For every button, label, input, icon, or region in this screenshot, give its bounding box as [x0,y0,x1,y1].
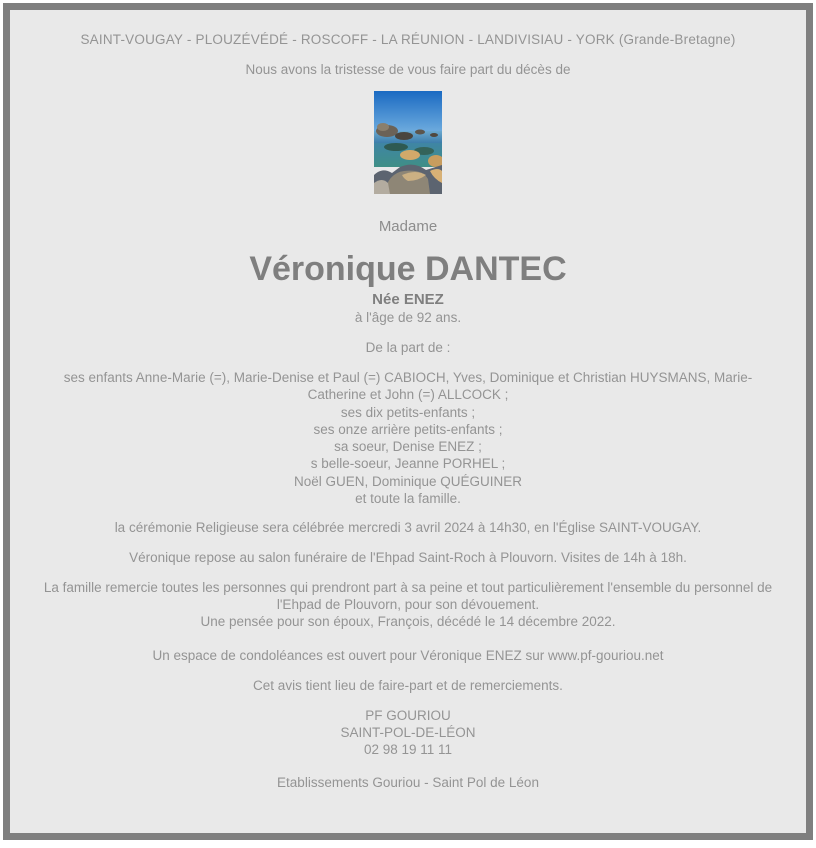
family-line: ses enfants Anne-Marie (=), Marie-Denise et Paul (=) CABIOCH, Yves, Dominique et Christian HUYSMANS, Marie-Catherine et John (=) ALLCOCK ; [63,370,753,403]
obituary-notice-panel [3,3,813,840]
funeral-home-city: SAINT-POL-DE-LÉON [340,725,476,741]
repose-line: Véronique repose au salon funéraire de l'Ehpad Saint-Roch à Plouvorn. Visites de 14h à 18h. [129,550,687,566]
intro-text: Nous avons la tristesse de vous faire part du décès de [245,62,571,77]
salutation: Madame [378,218,438,235]
condolences-line: Un espace de condoléances est ouvert pour Véronique ENEZ sur www.pf-gouriou.net [152,648,664,664]
age-line: à l'âge de 92 ans. [354,310,462,325]
thanks-paragraph [38,579,778,630]
family-line: s belle-soeur, Jeanne PORHEL ; [310,456,506,472]
family-list [38,369,778,507]
family-line: et toute la famille. [355,491,461,507]
funeral-home-name: PF GOURIOU [365,708,451,724]
family-line: ses onze arrière petits-enfants ; [313,421,503,437]
coastal-photo [374,91,442,194]
ceremony-line: la cérémonie Religieuse sera célébrée mercredi 3 avril 2024 à 14h30, en l'Église SAINT-VOUGAY. [114,520,702,536]
notice-line: Cet avis tient lieu de faire-part et de remerciements. [253,678,563,694]
maiden-name: Née ENEZ [372,291,444,308]
coastal-photo-image [374,91,442,194]
family-line: sa soeur, Denise ENEZ ; [334,439,482,455]
family-line: ses dix petits-enfants ; [340,404,476,420]
towns-line: SAINT-VOUGAY - PLOUZÉVÉDÉ - ROSCOFF - LA RÉUNION - LANDIVISIAU - YORK (Grande-Bretagne) [80,32,736,47]
deceased-name: Véronique DANTEC [249,250,567,288]
from-line: De la part de : [365,340,451,355]
funeral-home-phone: 02 98 19 11 11 [363,742,453,758]
thanks-line: La famille remercie toutes les personnes qui prendront part à sa peine et tout particulièrement l'ensemble du personnel de l'Ehpad de Plouvorn, pour son dévouement. [43,580,773,613]
family-line: Noël GUEN, Dominique QUÉGUINER [293,473,523,489]
footer-line: Etablissements Gouriou - Saint Pol de Léon [277,775,539,791]
funeral-home-block [38,707,778,758]
thanks-line: Une pensée pour son époux, François, décédé le 14 décembre 2022. [200,614,616,630]
